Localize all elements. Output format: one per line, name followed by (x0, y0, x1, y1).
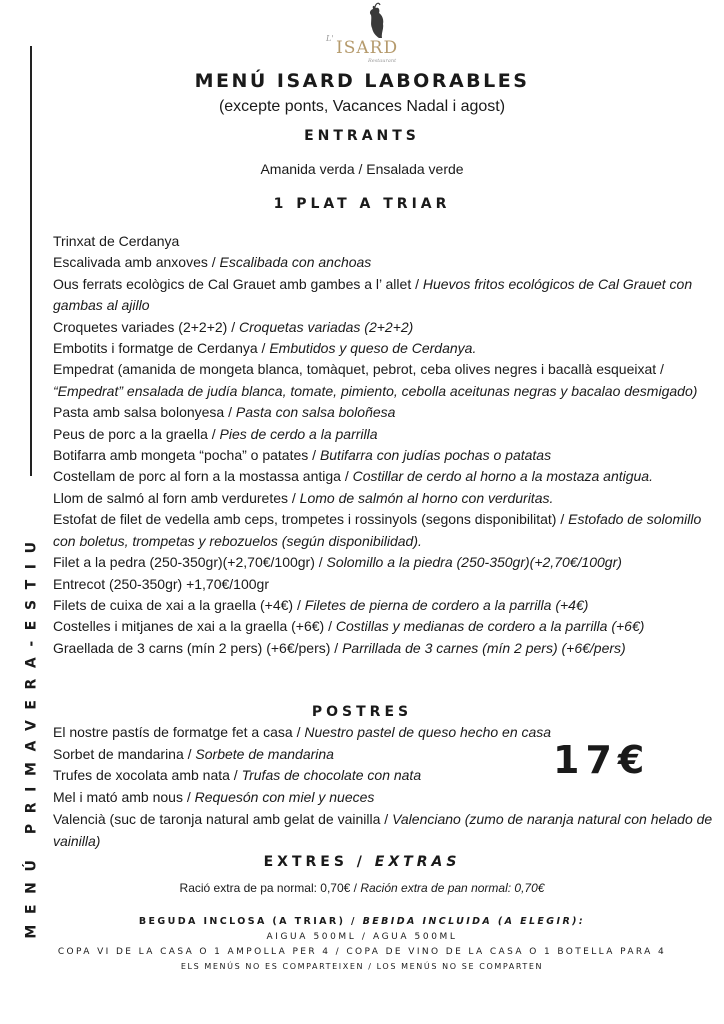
menu-item-ca: Mel i mató amb nous / (53, 789, 195, 806)
logo-sub: Restaurant (368, 58, 397, 64)
menu-item-ca: Sorbet de mandarina / (53, 745, 196, 762)
menu-item-es: “Empedrat” ensalada de judía blanca, tomate, pimiento, cebolla aceitunas negras y bacalao desmigado) (53, 382, 698, 399)
menu-item-es: Nuestro pastel de queso hecho en casa (304, 724, 552, 740)
menu-item-es: Escalibada con anchoas (219, 254, 372, 271)
entrant-item: Amanida verda / Ensalada verde (260, 161, 464, 177)
drink-included (0, 916, 724, 927)
menu-item (53, 552, 713, 573)
main-course-list (53, 231, 713, 659)
extra-bread-ca: Ració extra de pa normal: 0,70€ / (179, 881, 361, 895)
extras-heading-ca: EXTRES / (263, 854, 375, 870)
menu-item-es: Parrillada de 3 carnes (mín 2 pers) (+6€/pers) (342, 639, 626, 656)
menu-item-ca: Llom de salmó al forn amb verduretes / (53, 489, 300, 506)
menu-title: MENÚ ISARD LABORABLES (194, 70, 530, 92)
desserts-heading: POSTRES (311, 704, 413, 720)
menu-item-ca: Peus de porc a la graella / (53, 425, 220, 442)
season-side-label-text: MENÚ PRIMAVERA-ESTIU (24, 531, 40, 939)
extras-heading (0, 854, 724, 870)
menu-item-ca: Embotits i formatge de Cerdanya / (53, 340, 270, 357)
menu-item-ca: Trufes de xocolata amb nata / (53, 767, 242, 784)
menu-item-ca: Estofat de filet de vedella amb ceps, trompetes i rossinyols (segons disponibilitat) / (53, 511, 569, 528)
menu-item (53, 574, 713, 595)
menu-item (53, 445, 713, 466)
logo-prefix: L' (326, 34, 334, 43)
menu-item-es: Costillas y medianas de cordero a la parrilla (+6€) (335, 618, 645, 635)
menu-item-es: Sorbete de mandarina (195, 745, 334, 762)
menu-item (53, 595, 713, 616)
menu-item (53, 317, 713, 338)
menu-item (53, 509, 713, 552)
main-course-heading: 1 PLAT A TRIAR (273, 196, 451, 212)
menu-item (53, 466, 713, 487)
chamois-icon (326, 2, 406, 42)
menu-subtitle: (excepte ponts, Vacances Nadal i agost) (218, 98, 506, 115)
menu-item-es: Huevos fritos ecológicos de Cal Grauet con gambas al ajillo (53, 275, 693, 314)
water-option: AIGUA 500ML / AGUA 500ML (266, 932, 458, 942)
menu-item-ca: Empedrat (amanida de mongeta blanca, tomàquet, pebrot, ceba olives negres i bacallà esqueixat / (53, 361, 664, 378)
menu-item-es: Valenciano (zumo de naranja natural con helado de vainilla) (53, 810, 713, 849)
menu-item-es: Pasta con salsa boloñesa (235, 404, 396, 421)
menu-item (53, 616, 713, 637)
extra-bread-es: Ración extra de pan normal: 0,70€ (360, 881, 545, 895)
menu-item-es: Solomillo a la piedra (250-350gr)(+2,70€/100gr) (326, 554, 622, 571)
drink-included-ca: BEGUDA INCLOSA (A TRIAR) / (138, 916, 363, 927)
menu-price: 17€ (553, 738, 651, 782)
no-share-notice: ELS MENÚS NO ES COMPARTEIXEN / LOS MENÚS NO SE COMPARTEN (180, 962, 544, 971)
menu-item (53, 338, 713, 359)
menu-item-es: Trufas de chocolate con nata (241, 767, 422, 784)
menu-item-ca: Filet a la pedra (250-350gr)(+2,70€/100gr) / (53, 554, 327, 571)
drink-included-es: BEBIDA INCLUIDA (A ELEGIR): (362, 916, 586, 927)
menu-item (53, 424, 713, 445)
menu-item-ca: Croquetes variades (2+2+2) / (53, 318, 239, 335)
menu-item-ca: Trinxat de Cerdanya (53, 233, 180, 249)
extra-bread-line (0, 881, 724, 895)
menu-item-ca: Costelles i mitjanes de xai a la graella (+6€) / (53, 618, 336, 635)
menu-item-es: Lomo de salmón al horno con verduritas. (299, 489, 554, 506)
menu-item-es: Costillar de cerdo al horno a la mostaza antigua. (352, 468, 653, 485)
menu-item-es: Butifarra con judías pochas o patatas (319, 447, 552, 464)
menu-item-es: Pies de cerdo a la parrilla (219, 425, 378, 442)
menu-item-ca: Graellada de 3 carns (mín 2 pers) (+6€/pers) / (53, 639, 343, 656)
restaurant-logo (326, 2, 406, 70)
menu-item (53, 359, 713, 402)
menu-item (53, 787, 713, 809)
menu-item-es: Requesón con miel y nueces (194, 789, 375, 806)
extras-heading-es: EXTRAS (374, 854, 461, 870)
menu-item-es: Croquetas variadas (2+2+2) (239, 318, 414, 335)
menu-item-ca: Valencià (suc de taronja natural amb gelat de vainilla / (53, 810, 393, 827)
menu-item (53, 274, 713, 317)
wine-option: COPA VI DE LA CASA O 1 AMPOLLA PER 4 / COPA DE VINO DE LA CASA O 1 BOTELLA PARA 4 (57, 947, 667, 957)
season-side-label (20, 490, 44, 980)
menu-item-es: Estofado de solomillo con boletus, trompetas y rebozuelos (según disponibilidad). (53, 511, 702, 549)
menu-item (53, 488, 713, 509)
menu-item (53, 809, 713, 852)
menu-item-ca: Escalivada amb anxoves / (53, 254, 220, 271)
menu-item-ca: Ous ferrats ecològics de Cal Grauet amb gambes a l’ allet / (53, 275, 423, 292)
menu-item-ca: El nostre pastís de formatge fet a casa / (53, 724, 305, 740)
menu-item (53, 402, 713, 423)
entrants-heading: ENTRANTS (304, 128, 420, 144)
menu-item-es: Filetes de pierna de cordero a la parrilla (+4€) (304, 596, 589, 613)
menu-item-ca: Botifarra amb mongeta “pocha” o patates / (53, 447, 320, 464)
menu-item-ca: Filets de cuixa de xai a la graella (+4€) / (53, 596, 305, 613)
menu-item-ca: Pasta amb salsa bolonyesa / (53, 404, 236, 421)
menu-item (53, 638, 713, 659)
menu-item (53, 231, 713, 252)
menu-item (53, 252, 713, 273)
logo-name: ISARD (336, 38, 399, 58)
menu-item-ca: Costellam de porc al forn a la mostassa antiga / (53, 468, 353, 485)
menu-item-ca: Entrecot (250-350gr) +1,70€/100gr (53, 575, 269, 592)
menu-item-es: Embutidos y queso de Cerdanya. (269, 340, 477, 357)
